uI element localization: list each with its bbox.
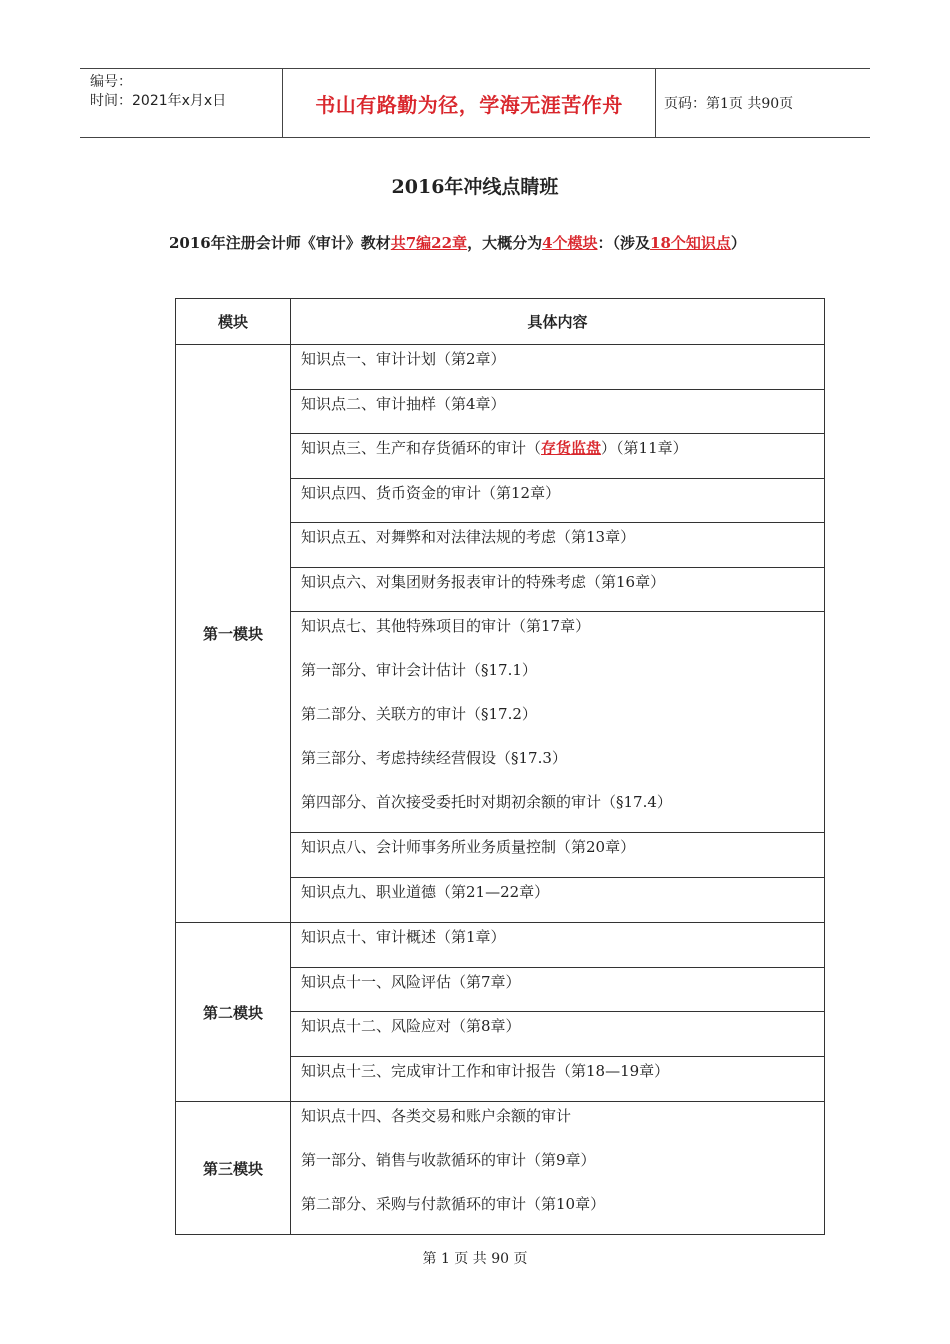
list-item: 知识点十四、各类交易和账户余额的审计 [301, 1107, 572, 1125]
list-item: 知识点一、审计计划（第2章） [291, 345, 824, 390]
document-title: 2016年冲线点睛班 [391, 176, 559, 198]
list-item: 知识点四、货币资金的审计（第12章） [291, 479, 824, 524]
knowledge-point-7-group [291, 612, 824, 833]
column-header-module: 模块 [176, 299, 291, 345]
header-motto-cell [282, 69, 656, 137]
list-item-text: ）（第11章） [601, 439, 688, 457]
list-item: 知识点十二、风险应对（第8章） [291, 1012, 824, 1057]
module-1-name: 第一模块 [176, 345, 291, 923]
intro-text-2: ，大概分为 [467, 234, 543, 252]
module-2-name: 第二模块 [176, 923, 291, 1102]
list-item-text: 知识点三、生产和存货循环的审计（ [301, 439, 542, 457]
page-header [80, 68, 870, 138]
table-header-row [176, 299, 825, 345]
intro-highlight-chapters: 共7编22章 [390, 234, 468, 252]
list-item: 知识点十一、风险评估（第7章） [291, 968, 824, 1013]
intro-text-3: ：（涉及 [597, 234, 651, 252]
list-item: 知识点六、对集团财务报表审计的特殊考虑（第16章） [291, 568, 824, 613]
document-number-label: 编号： [90, 74, 132, 90]
page-footer: 第 1 页 共 90 页 [422, 1251, 528, 1267]
sub-item: 第一部分、审计会计估计（§17.1） [301, 661, 537, 679]
intro-text-1: 2016年注册会计师《审计》教材 [169, 234, 391, 252]
module-2-content [291, 923, 825, 1102]
list-item: 知识点八、会计师事务所业务质量控制（第20章） [291, 833, 824, 878]
list-item: 知识点九、职业道德（第21—22章） [301, 882, 550, 901]
table-row-module-3 [176, 1102, 825, 1235]
sub-item: 第四部分、首次接受委托时对期初余额的审计（§17.4） [301, 793, 672, 811]
list-item: 知识点七、其他特殊项目的审计（第17章） [301, 617, 591, 635]
intro-highlight-modules: 4个模块 [542, 234, 598, 252]
document-time-label: 时间：2021年x月x日 [90, 93, 227, 109]
list-item: 知识点十、审计概述（第1章） [291, 923, 824, 968]
table-row-module-1 [176, 345, 825, 923]
module-3-content [291, 1102, 825, 1235]
intro-highlight-points: 18个知识点 [650, 234, 731, 252]
intro-paragraph [145, 230, 805, 257]
module-table [175, 298, 825, 1235]
highlight-inventory-count: 存货监盘 [541, 439, 602, 457]
sub-item: 第二部分、采购与付款循环的审计（第10章） [301, 1195, 606, 1213]
header-motto: 书山有路勤为径，学海无涯苦作舟 [315, 92, 623, 117]
column-header-content: 具体内容 [291, 299, 825, 345]
list-item: 知识点五、对舞弊和对法律法规的考虑（第13章） [291, 523, 824, 568]
sub-item: 第二部分、关联方的审计（§17.2） [301, 705, 537, 723]
sub-item: 第三部分、考虑持续经营假设（§17.3） [301, 749, 567, 767]
list-item: 知识点十三、完成审计工作和审计报告（第18—19章） [301, 1061, 670, 1080]
table-row-module-2 [176, 923, 825, 1102]
module-3-name: 第三模块 [176, 1102, 291, 1235]
intro-text-4: ） [730, 234, 746, 252]
list-item: 知识点二、审计抽样（第4章） [291, 390, 824, 435]
list-item [291, 434, 824, 479]
header-left-cell [80, 69, 282, 137]
sub-item: 第一部分、销售与收款循环的审计（第9章） [301, 1151, 596, 1169]
header-page-info: 页码：第1页 共90页 [664, 96, 794, 112]
module-1-content [291, 345, 825, 923]
